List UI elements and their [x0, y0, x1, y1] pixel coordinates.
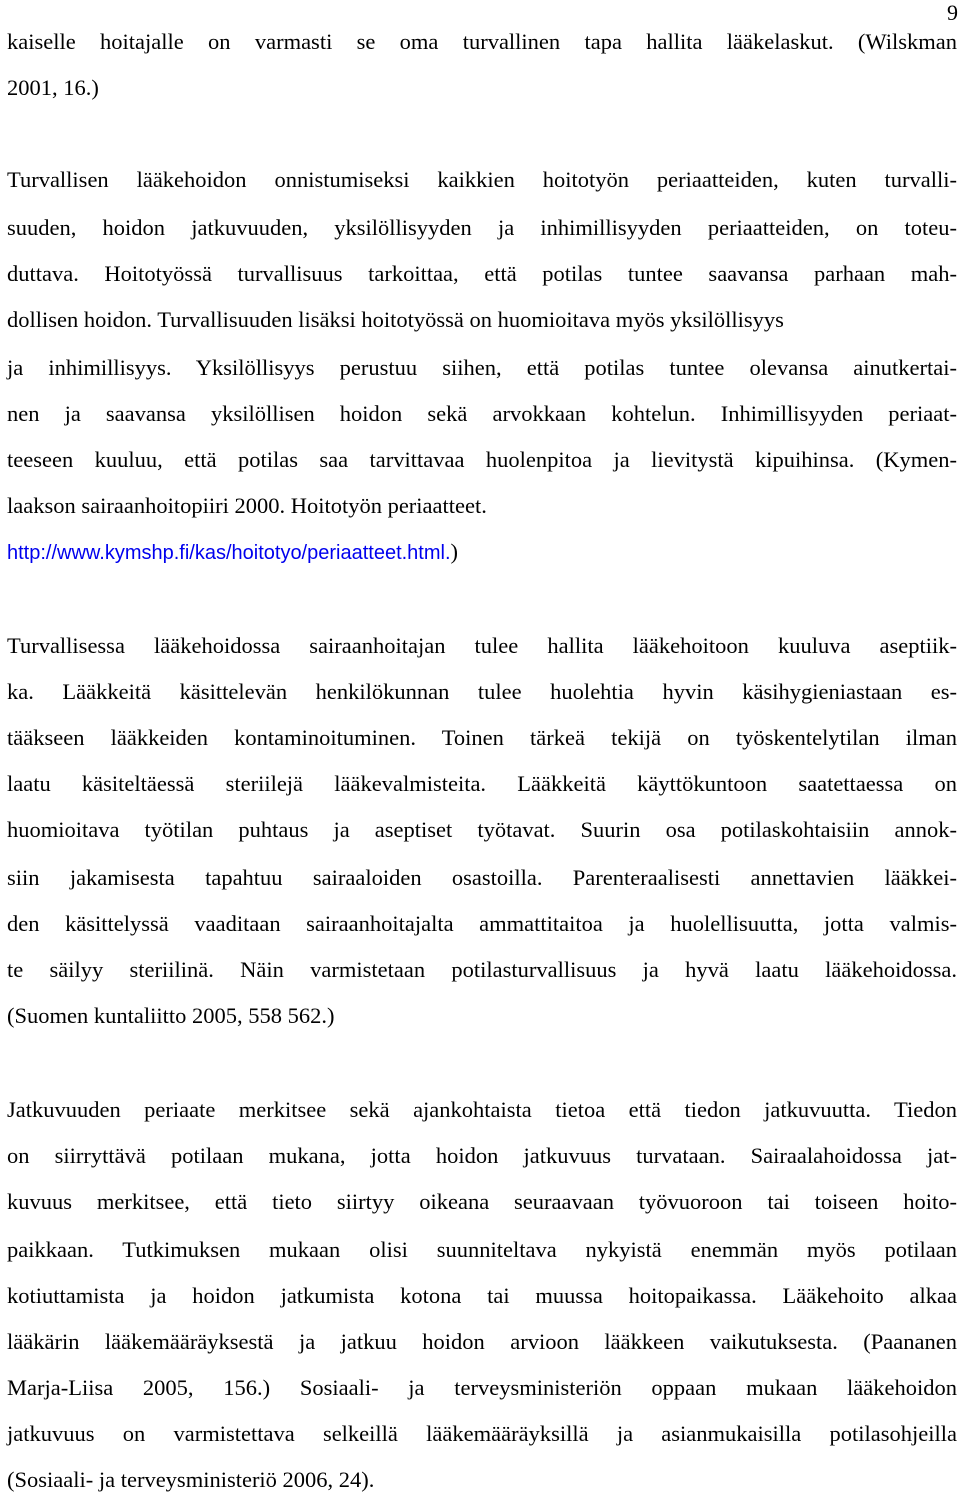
text-line: lääkärin lääkemääräyksestä ja jatkuu hoidon arvioon lääkkeen vaikutuksesta. (Paananen [7, 1329, 957, 1354]
reference-close: ) [450, 539, 459, 564]
text-line: kuvuus merkitsee, että tieto siirtyy oikeana seuraavaan työvuoroon tai toiseen hoito- [7, 1189, 957, 1214]
text-line: den käsittelyssä vaaditaan sairaanhoitajalta ammattitaitoa ja huolellisuutta, jotta valmis- [7, 911, 957, 936]
text-line: tääkseen lääkkeiden kontaminoituminen. Toinen tärkeä tekijä on työskentelytilan ilman [7, 725, 957, 750]
text-line: Jatkuvuuden periaate merkitsee sekä ajankohtaista tietoa että tiedon jatkuvuutta. Tiedon [7, 1097, 957, 1122]
text-line: kotiuttamista ja hoidon jatkumista kotona tai muussa hoitopaikassa. Lääkehoito alkaa [7, 1283, 957, 1308]
text-line: huomioitava työtilan puhtaus ja aseptiset työtavat. Suurin osa potilaskohtaisiin annok- [7, 817, 957, 842]
reference-line [7, 538, 957, 567]
text-line: on siirryttävä potilaan mukana, jotta hoidon jatkuvuus turvataan. Sairaalahoidossa jat- [7, 1143, 957, 1168]
text-line: jatkuvuus on varmistettava selkeillä lääkemääräyksillä ja asianmukaisilla potilasohjeilla [7, 1421, 957, 1446]
text-line: laatu käsiteltäessä steriilejä lääkevalmisteita. Lääkkeitä käyttökuntoon saatettaessa on [7, 771, 957, 796]
text-line: kaiselle hoitajalle on varmasti se oma turvallinen tapa hallita lääkelaskut. (Wilskman [7, 29, 957, 54]
text-line: siin jakamisesta tapahtuu sairaaloiden osastoilla. Parenteraalisesti annettavien lääkkei- [7, 865, 957, 890]
text-line: suuden, hoidon jatkuvuuden, yksilöllisyyden ja inhimillisyyden periaatteiden, on toteu- [7, 215, 957, 240]
text-line: dollisen hoidon. Turvallisuuden lisäksi hoitotyössä on huomioitava myös yksilöllisyys [7, 307, 784, 332]
text-line: Turvallisessa lääkehoidossa sairaanhoitajan tulee hallita lääkehoitoon kuuluva aseptiik- [7, 633, 957, 658]
text-line: laakson sairaanhoitopiiri 2000. Hoitotyön periaatteet. [7, 493, 487, 518]
text-line: 2001, 16.) [7, 75, 99, 100]
text-line: Marja-Liisa 2005, 156.) Sosiaali- ja terveysministeriön oppaan mukaan lääkehoidon [7, 1375, 957, 1400]
text-line: te säilyy steriilinä. Näin varmistetaan potilasturvallisuus ja hyvä laatu lääkehoidossa. [7, 957, 957, 982]
page-number: 9 [947, 0, 958, 25]
text-line: ja inhimillisyys. Yksilöllisyys perustuu siihen, että potilas tuntee olevansa ainutkertai- [7, 355, 957, 380]
text-line: nen ja saavansa yksilöllisen hoidon sekä arvokkaan kohtelun. Inhimillisyyden periaat- [7, 401, 957, 426]
text-line: (Suomen kuntaliitto 2005, 558 562.) [7, 1003, 335, 1028]
reference-link[interactable]: http://www.kymshp.fi/kas/hoitotyo/periaatteet.html. [7, 542, 451, 564]
text-line: Turvallisen lääkehoidon onnistumiseksi kaikkien hoitotyön periaatteiden, kuten turvalli- [7, 167, 957, 192]
text-line: ka. Lääkkeitä käsittelevän henkilökunnan tulee huolehtia hyvin käsihygieniastaan es- [7, 679, 957, 704]
text-line: paikkaan. Tutkimuksen mukaan olisi suunniteltava nykyistä enemmän myös potilaan [7, 1237, 957, 1262]
text-line: teeseen kuuluu, että potilas saa tarvittavaa huolenpitoa ja lievitystä kipuihinsa. (Kymen- [7, 447, 957, 472]
text-line: duttava. Hoitotyössä turvallisuus tarkoittaa, että potilas tuntee saavansa parhaan mah- [7, 261, 957, 286]
text-line: (Sosiaali- ja terveysministeriö 2006, 24). [7, 1467, 375, 1492]
